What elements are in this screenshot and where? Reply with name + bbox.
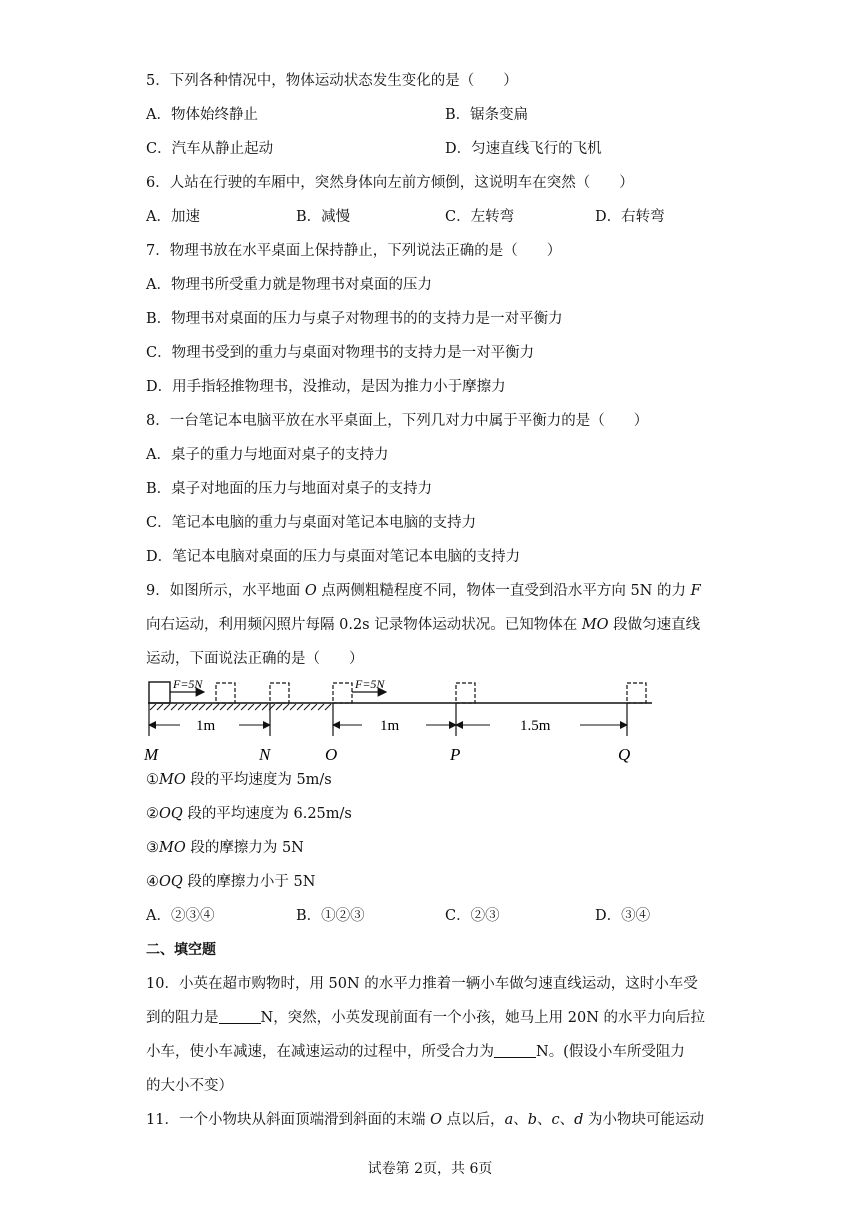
q8-option-c: C．笔记本电脑的重力与桌面对笔记本电脑的支持力: [146, 515, 477, 531]
q9-stem-line2: 向右运动，利用频闪照片每隔 0.2s 记录物体运动状况。已知物体在 MO 段做匀速直线: [146, 617, 701, 633]
dimension-pq: 1.5m: [520, 718, 551, 734]
q5-stem: 5．下列各种情况中，物体运动状态发生变化的是（ ）: [146, 73, 518, 89]
section-heading: 二、填空题: [146, 942, 216, 958]
q10-line4: 的大小不变）: [146, 1078, 233, 1094]
q9-option-d: D．③④: [595, 908, 651, 924]
q7-option-b: B．物理书对桌面的压力与桌子对物理书的的支持力是一对平衡力: [146, 311, 563, 327]
dimension-op: 1m: [380, 718, 400, 734]
point-q: Q: [618, 745, 631, 764]
q5-option-a: A．物体始终静止: [146, 107, 258, 123]
q10-line1: 10．小英在超市购物时，用 50N 的水平力推着一辆小车做匀速直线运动，这时小车受: [146, 976, 698, 992]
q6-option-b: B．减慢: [296, 209, 351, 225]
q9-statement-1: ①MO 段的平均速度为 5m/s: [146, 772, 332, 788]
answer-blank-1[interactable]: [219, 1009, 261, 1024]
q6-stem: 6．人站在行驶的车厢中，突然身体向左前方倾倒，这说明车在突然（ ）: [146, 175, 634, 191]
q8-option-d: D．笔记本电脑对桌面的压力与桌面对笔记本电脑的支持力: [146, 549, 521, 565]
q7-option-d: D．用手指轻推物理书，没推动，是因为推力小于摩擦力: [146, 379, 506, 395]
q9-stem-line1: 9．如图所示，水平地面 O 点两侧粗糙程度不同，物体一直受到沿水平方向 5N 的力 F: [146, 583, 701, 599]
block-image: [333, 683, 352, 703]
q10-line2: 到的阻力是 N，突然，小英发现前面有一个小孩，她马上用 20N 的水平力向后拉: [146, 1010, 706, 1026]
q9-stem-line3: 运动，下面说法正确的是（ ）: [146, 651, 364, 667]
rough-surface-hatching: [150, 704, 331, 710]
block-image: [216, 683, 235, 703]
answer-blank-2[interactable]: [494, 1043, 536, 1058]
q6-option-c: C．左转弯: [445, 209, 515, 225]
point-p: P: [450, 745, 461, 764]
q5-option-c: C．汽车从静止起动: [146, 141, 274, 157]
q6-option-a: A．加速: [146, 209, 200, 225]
block-at-m: [149, 682, 170, 703]
q11-line1: 11．一个小物块从斜面顶端滑到斜面的末端 O 点以后，a、b、c、d 为小物块可能运动: [146, 1112, 705, 1128]
q9-statement-3: ③MO 段的摩擦力为 5N: [146, 840, 304, 856]
q9-statement-4: ④OQ 段的摩擦力小于 5N: [146, 874, 316, 890]
page-footer: 试卷第 2页，共 6页: [367, 1161, 493, 1177]
dimension-mn: 1m: [196, 718, 216, 734]
point-m: M: [144, 745, 159, 764]
block-image: [270, 683, 289, 703]
q7-stem: 7．物理书放在水平桌面上保持静止，下列说法正确的是（ ）: [146, 243, 562, 259]
block-image: [627, 683, 646, 703]
q7-option-a: A．物理书所受重力就是物理书对桌面的压力: [146, 277, 432, 293]
point-o: O: [325, 745, 338, 764]
q7-option-c: C．物理书受到的重力与桌面对物理书的支持力是一对平衡力: [146, 345, 535, 361]
force-label-2: F=5N: [355, 677, 385, 691]
q10-line3: 小车，使小车减速，在减速运动的过程中，所受合力为 N。(假设小车所受阻力: [146, 1044, 685, 1060]
point-n: N: [259, 745, 271, 764]
q5-option-b: B．锯条变扁: [445, 107, 529, 123]
q9-motion-diagram: [140, 674, 660, 770]
q9-option-b: B．①②③: [296, 908, 365, 924]
force-label-1: F=5N: [173, 677, 203, 691]
q6-option-d: D．右转弯: [595, 209, 665, 225]
q9-option-a: A．②③④: [146, 908, 215, 924]
q8-stem: 8．一台笔记本电脑平放在水平桌面上，下列几对力中属于平衡力的是（ ）: [146, 413, 649, 429]
q9-option-c: C．②③: [445, 908, 500, 924]
q8-option-a: A．桌子的重力与地面对桌子的支持力: [146, 447, 389, 463]
q5-option-d: D．匀速直线飞行的飞机: [445, 141, 602, 157]
q9-statement-2: ②OQ 段的平均速度为 6.25m/s: [146, 806, 352, 822]
q8-option-b: B．桌子对地面的压力与地面对桌子的支持力: [146, 481, 433, 497]
block-image: [456, 683, 475, 703]
